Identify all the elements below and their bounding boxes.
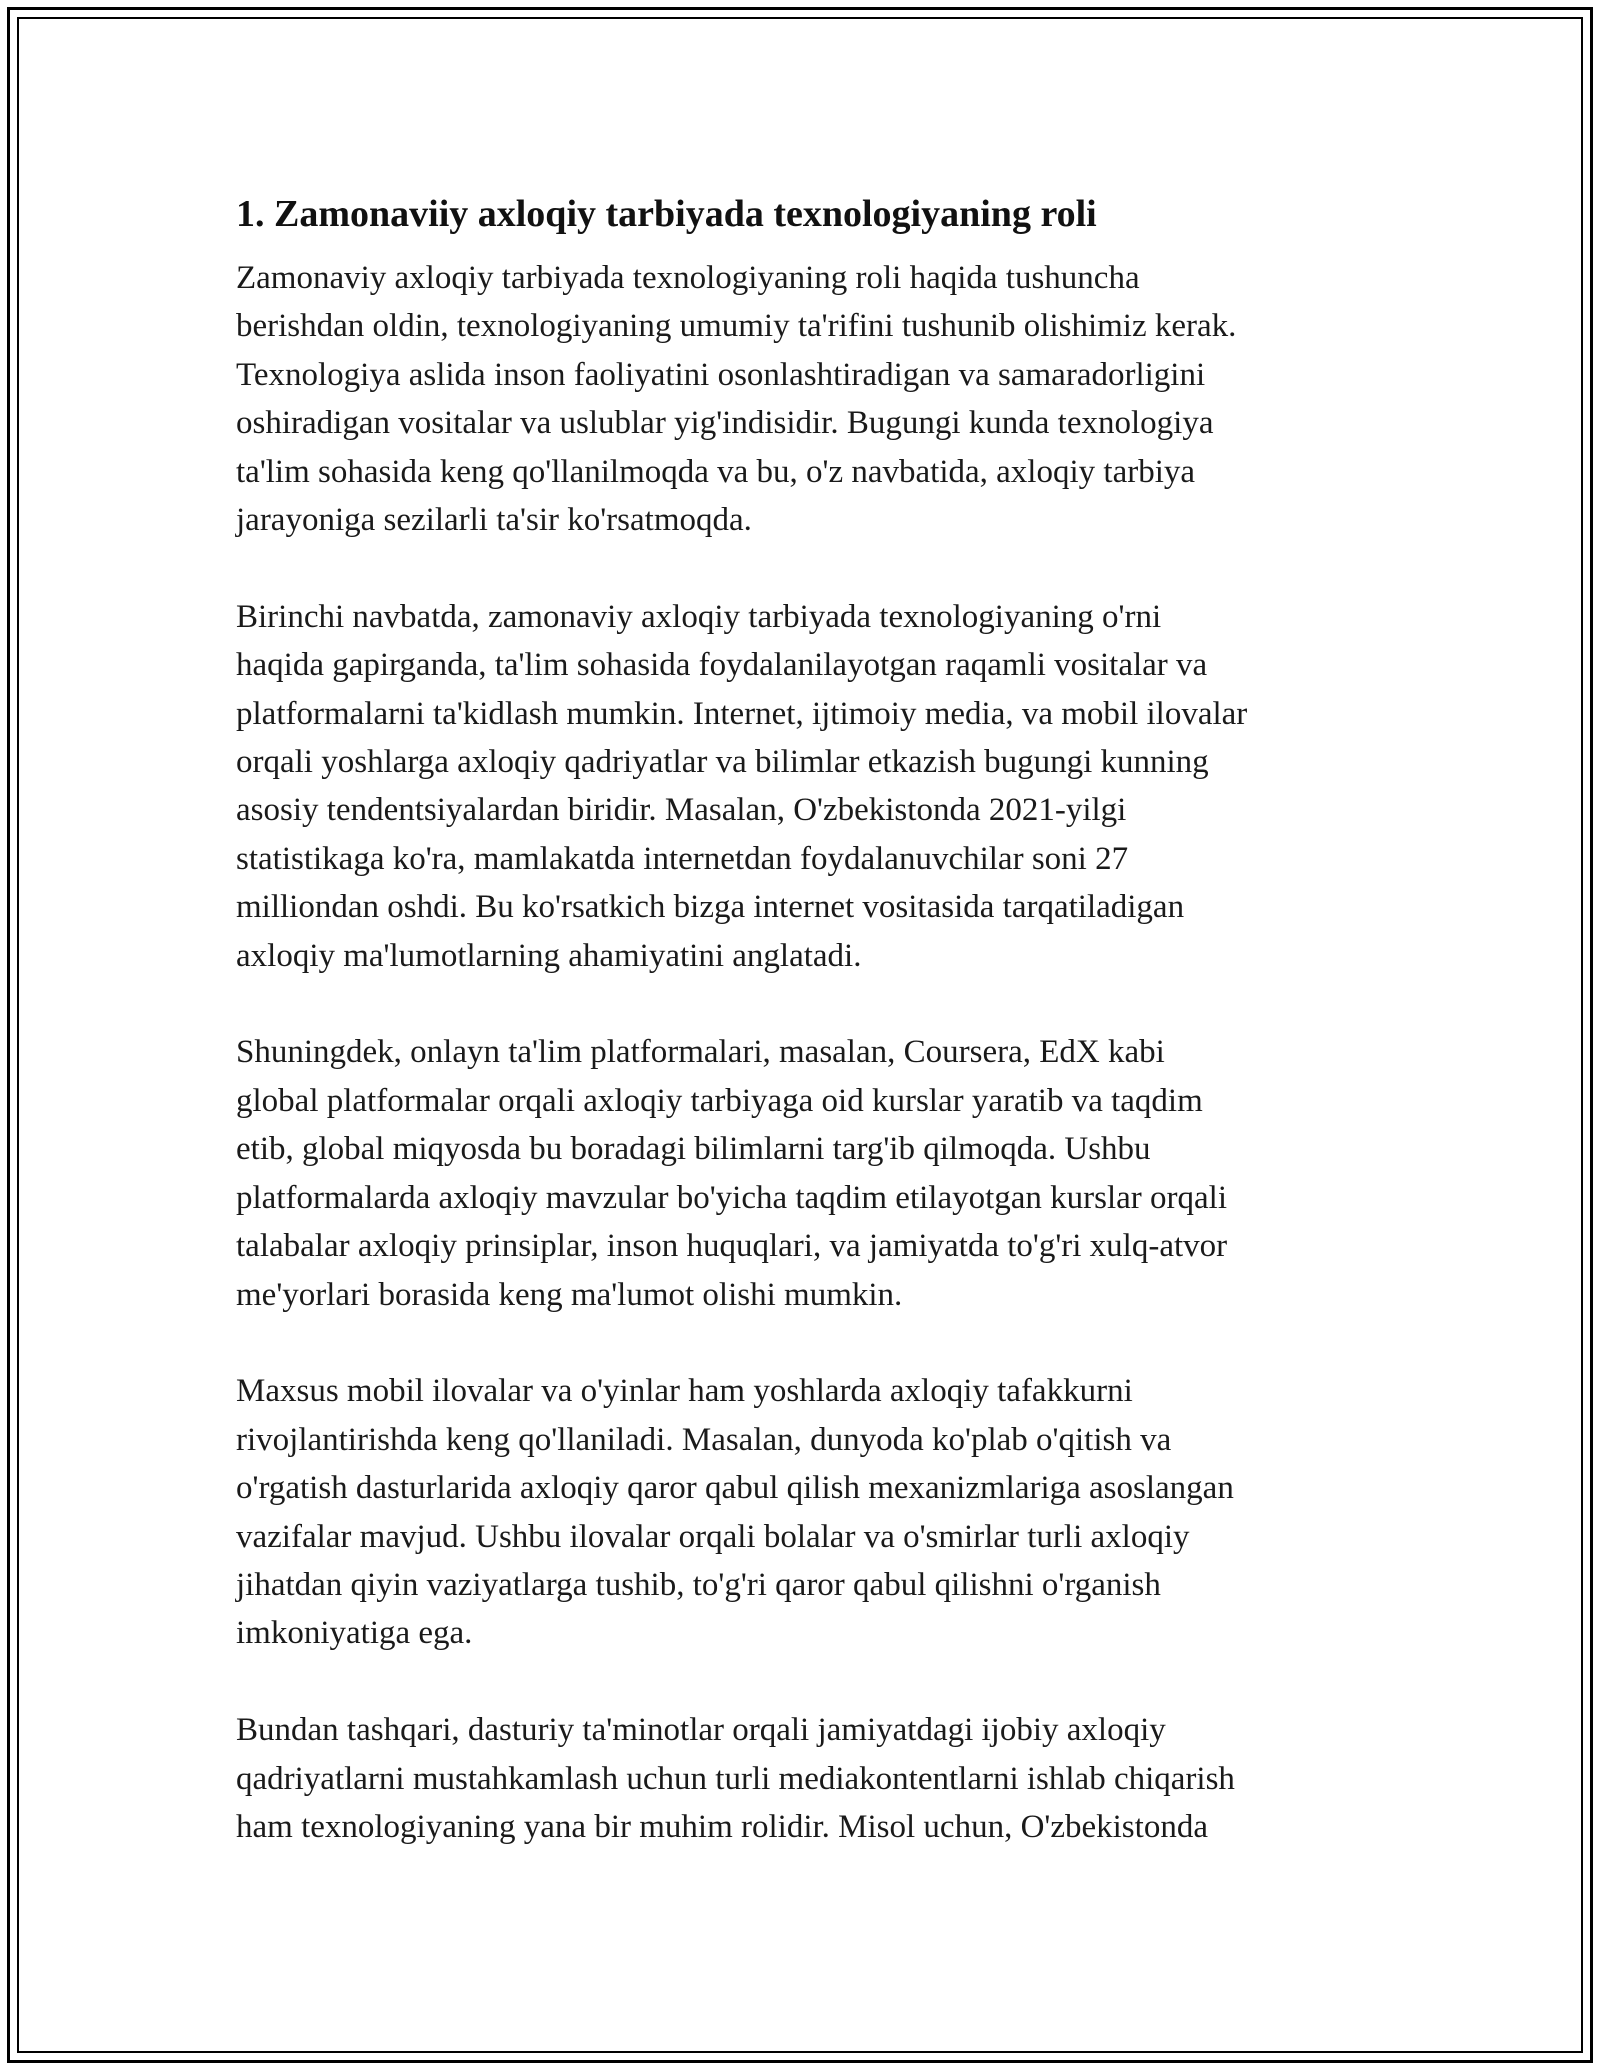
text-line: vazifalar mavjud. Ushbu ilovalar orqali bolalar va o'smirlar turli axloqiy bbox=[236, 1518, 1190, 1555]
text-line: Maxsus mobil ilovalar va o'yinlar ham yoshlarda axloqiy tafakkurni bbox=[236, 1373, 1133, 1410]
text-line: axloqiy ma'lumotlarning ahamiyatini anglatadi. bbox=[236, 937, 862, 974]
text-line: berishdan oldin, texnologiyaning umumiy ta'rifini tushunib olishimiz kerak. bbox=[236, 308, 1237, 345]
paragraph-1 bbox=[236, 254, 1366, 544]
text-line: platformalarda axloqiy mavzular bo'yicha taqdim etilayotgan kurslar orqali bbox=[236, 1179, 1228, 1216]
text-line: me'yorlari borasida keng ma'lumot olishi mumkin. bbox=[236, 1276, 903, 1313]
paragraph-2 bbox=[236, 593, 1366, 980]
text-line: statistikaga ko'ra, mamlakatda internetdan foydalanuvchilar soni 27 bbox=[236, 840, 1129, 877]
text-line: Shuningdek, onlayn ta'lim platformalari, masalan, Coursera, EdX kabi bbox=[236, 1034, 1165, 1071]
text-line: talabalar axloqiy prinsiplar, inson huquqlari, va jamiyatda to'g'ri xulq-atvor bbox=[236, 1228, 1228, 1265]
text-line: platformalarni ta'kidlash mumkin. Internet, ijtimoiy media, va mobil ilovalar bbox=[236, 695, 1248, 732]
text-line: jihatdan qiyin vaziyatlarga tushib, to'g'ri qaror qabul qilishni o'rganish bbox=[236, 1566, 1161, 1603]
text-line: qadriyatlarni mustahkamlash uchun turli mediakontentlarni ishlab chiqarish bbox=[236, 1760, 1235, 1797]
text-line: o'rgatish dasturlarida axloqiy qaror qabul qilish mexanizmlariga asoslangan bbox=[236, 1470, 1234, 1507]
text-line: Birinchi navbatda, zamonaviy axloqiy tarbiyada texnologiyaning o'rni bbox=[236, 598, 1162, 635]
text-line: imkoniyatiga ega. bbox=[236, 1615, 473, 1652]
text-line: Texnologiya aslida inson faoliyatini osonlashtiradigan va samaradorligini bbox=[236, 356, 1206, 393]
text-line: Bundan tashqari, dasturiy ta'minotlar orqali jamiyatdagi ijobiy axloqiy bbox=[236, 1712, 1166, 1749]
paragraph-4 bbox=[236, 1367, 1366, 1657]
text-line: orqali yoshlarga axloqiy qadriyatlar va bilimlar etkazish bugungi kunning bbox=[236, 744, 1209, 781]
paragraph-5 bbox=[236, 1706, 1366, 1851]
section-heading: 1. Zamonaviiy axloqiy tarbiyada texnologiyaning roli bbox=[236, 193, 1097, 235]
text-line: global platformalar orqali axloqiy tarbiyaga oid kurslar yaratib va taqdim bbox=[236, 1082, 1203, 1119]
text-line: oshiradigan vositalar va uslublar yig'indisidir. Bugungi kunda texnologiya bbox=[236, 405, 1214, 442]
text-line: ta'lim sohasida keng qo'llanilmoqda va bu, o'z navbatida, axloqiy tarbiya bbox=[236, 453, 1196, 490]
text-line: jarayoniga sezilarli ta'sir ko'rsatmoqda. bbox=[236, 502, 752, 539]
text-line: etib, global miqyosda bu boradagi bilimlarni targ'ib qilmoqda. Ushbu bbox=[236, 1131, 1151, 1168]
text-line: asosiy tendentsiyalardan biridir. Masalan, O'zbekistonda 2021-yilgi bbox=[236, 792, 1127, 829]
text-line: Zamonaviy axloqiy tarbiyada texnologiyaning roli haqida tushuncha bbox=[236, 260, 1140, 296]
text-line: ham texnologiyaning yana bir muhim rolidir. Misol uchun, O'zbekistonda bbox=[236, 1808, 1208, 1845]
text-line: haqida gapirganda, ta'lim sohasida foydalanilayotgan raqamli vositalar va bbox=[236, 647, 1208, 684]
document-body bbox=[236, 186, 1366, 1900]
paragraph-3 bbox=[236, 1028, 1366, 1318]
text-line: rivojlantirishda keng qo'llaniladi. Masalan, dunyoda ko'plab o'qitish va bbox=[236, 1421, 1172, 1458]
text-line: milliondan oshdi. Bu ko'rsatkich bizga internet vositasida tarqatiladigan bbox=[236, 889, 1185, 926]
